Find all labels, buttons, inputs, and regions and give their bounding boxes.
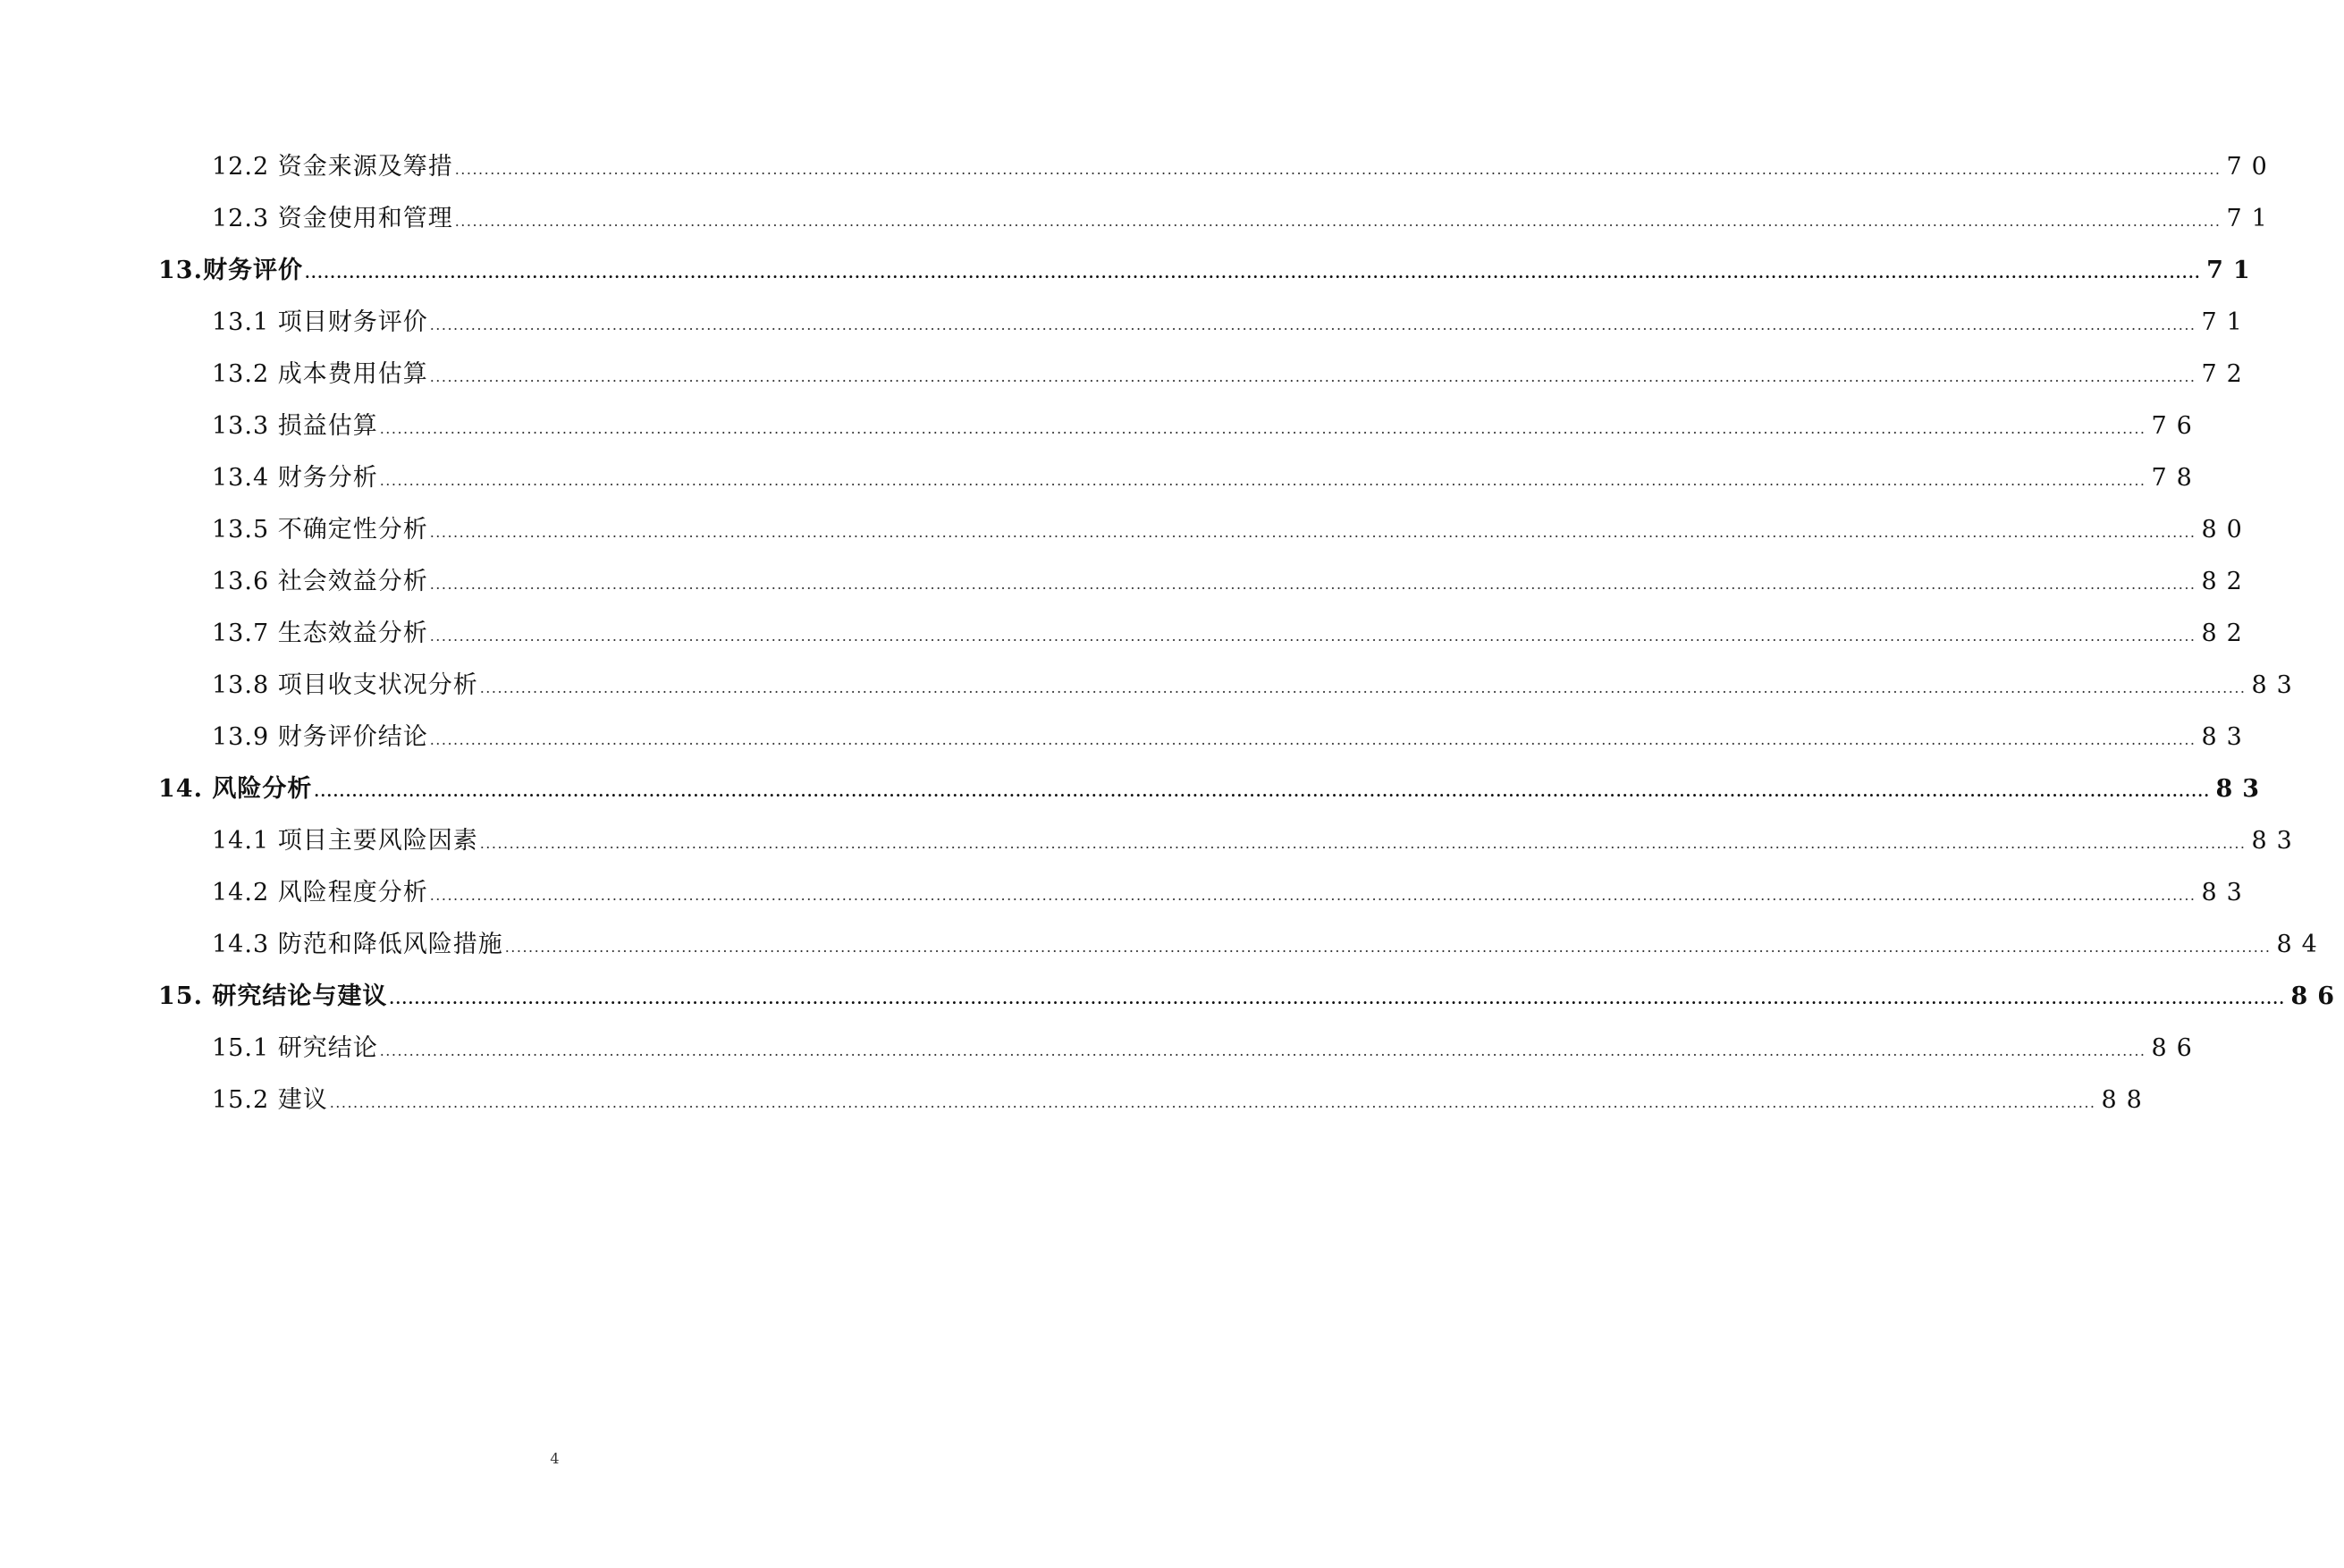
toc-entry-label: 13.4 财务分析 bbox=[212, 464, 378, 492]
toc-entry[interactable] bbox=[212, 454, 2202, 493]
toc-entry[interactable] bbox=[212, 817, 2302, 856]
toc-section-heading[interactable] bbox=[158, 247, 2260, 286]
toc-entry-label: 14.1 项目主要风险因素 bbox=[212, 827, 478, 855]
toc-leader-dots: ............................................................................................................................................................................................................................................................................................................ bbox=[454, 161, 2222, 178]
toc-entry-page: 83 bbox=[2251, 671, 2302, 699]
toc-leader-dots: ............................................................................................................................................................................................................................................................................................................ bbox=[429, 368, 2196, 385]
toc-entry-label: 12.3 资金使用和管理 bbox=[212, 205, 453, 232]
toc-section-heading[interactable] bbox=[158, 765, 2270, 805]
toc-entry-page: 72 bbox=[2201, 360, 2252, 388]
toc-entry-label: 13.7 生态效益分析 bbox=[212, 620, 428, 647]
toc-entry-page: 83 bbox=[2201, 723, 2252, 751]
toc-entry[interactable] bbox=[212, 506, 2252, 545]
toc-entry-label: 13.9 财务评价结论 bbox=[212, 723, 428, 751]
toc-leader-dots: ............................................................................................................................................................................................................................................................................................................ bbox=[379, 1042, 2146, 1059]
toc-entry-label: 15. 研究结论与建议 bbox=[158, 982, 388, 1010]
toc-entry-page: 80 bbox=[2201, 516, 2252, 544]
toc-entry[interactable] bbox=[212, 143, 2277, 182]
toc-section-heading[interactable] bbox=[158, 973, 2344, 1012]
toc-entry-page: 82 bbox=[2201, 568, 2252, 595]
toc-entry-label: 13.3 损益估算 bbox=[212, 412, 378, 440]
toc-entry-page: 71 bbox=[2201, 308, 2252, 336]
toc-leader-dots: ............................................................................................................................................................................................................................................................................................................ bbox=[429, 628, 2196, 645]
toc-leader-dots: ............................................................................................................................................................................................................................................................................................................ bbox=[429, 576, 2196, 593]
toc-entry-page: 71 bbox=[2226, 205, 2277, 232]
page-number: 4 bbox=[550, 1450, 560, 1467]
toc-entry[interactable] bbox=[212, 1024, 2202, 1064]
toc-entry-label: 13.6 社会效益分析 bbox=[212, 568, 428, 595]
toc-entry[interactable] bbox=[212, 402, 2202, 442]
toc-entry-page: 71 bbox=[2206, 257, 2260, 284]
toc-entry[interactable] bbox=[212, 662, 2302, 701]
toc-leader-dots: ............................................................................................................................................................................................................................................................................................................ bbox=[329, 1094, 2096, 1111]
toc-leader-dots: ............................................................................................................................................................................................................................................................................................................ bbox=[429, 316, 2196, 333]
toc-entry[interactable] bbox=[212, 195, 2277, 234]
toc-entry[interactable] bbox=[212, 869, 2252, 908]
toc-entry[interactable] bbox=[212, 713, 2252, 753]
toc-entry-label: 13.2 成本费用估算 bbox=[212, 360, 428, 388]
toc-entry-label: 14. 风险分析 bbox=[158, 775, 313, 803]
toc-entry-page: 82 bbox=[2201, 620, 2252, 647]
toc-entry[interactable] bbox=[212, 921, 2327, 960]
toc-leader-dots: ............................................................................................................................................................................................................................................................................................................ bbox=[429, 887, 2196, 904]
toc-entry[interactable] bbox=[212, 1076, 2152, 1116]
toc-entry-page: 83 bbox=[2215, 775, 2270, 803]
toc-entry-label: 13.财务评价 bbox=[158, 257, 303, 284]
toc-entry-page: 88 bbox=[2101, 1086, 2152, 1114]
toc-entry-page: 78 bbox=[2151, 464, 2202, 492]
toc-leader-dots: ............................................................................................................................................................................................................................................................................................................ bbox=[379, 472, 2146, 489]
toc-leader-dots: ............................................................................................................................................................................................................................................................................................................ bbox=[389, 991, 2286, 1007]
toc-entry-page: 86 bbox=[2151, 1034, 2202, 1062]
toc-entry[interactable] bbox=[212, 350, 2252, 390]
toc-entry-page: 84 bbox=[2276, 931, 2327, 958]
toc-entry-page: 70 bbox=[2226, 153, 2277, 181]
toc-entry-label: 12.2 资金来源及筹措 bbox=[212, 153, 453, 181]
toc-entry-page: 86 bbox=[2290, 982, 2344, 1010]
toc-entry-label: 13.8 项目收支状况分析 bbox=[212, 671, 478, 699]
toc-leader-dots: ............................................................................................................................................................................................................................................................................................................ bbox=[429, 524, 2196, 541]
toc-entry-label: 14.2 风险程度分析 bbox=[212, 879, 428, 906]
toc-leader-dots: ............................................................................................................................................................................................................................................................................................................ bbox=[429, 731, 2196, 748]
toc-entry-label: 15.1 研究结论 bbox=[212, 1034, 378, 1062]
toc-entry-label: 13.5 不确定性分析 bbox=[212, 516, 428, 544]
toc-leader-dots: ............................................................................................................................................................................................................................................................................................................ bbox=[304, 265, 2202, 282]
toc-leader-dots: ............................................................................................................................................................................................................................................................................................................ bbox=[479, 679, 2247, 696]
toc-entry-page: 76 bbox=[2151, 412, 2202, 440]
toc-entry[interactable] bbox=[212, 610, 2252, 649]
toc-leader-dots: ............................................................................................................................................................................................................................................................................................................ bbox=[479, 835, 2247, 852]
toc-leader-dots: ............................................................................................................................................................................................................................................................................................................ bbox=[454, 213, 2222, 230]
toc-leader-dots: ............................................................................................................................................................................................................................................................................................................ bbox=[504, 939, 2272, 956]
toc-leader-dots: ............................................................................................................................................................................................................................................................................................................ bbox=[379, 420, 2146, 437]
toc-entry-page: 83 bbox=[2201, 879, 2252, 906]
toc-entry-label: 15.2 建议 bbox=[212, 1086, 328, 1114]
toc-entry-label: 13.1 项目财务评价 bbox=[212, 308, 428, 336]
toc-entry-label: 14.3 防范和降低风险措施 bbox=[212, 931, 503, 958]
toc-entry[interactable] bbox=[212, 299, 2252, 338]
toc-entry[interactable] bbox=[212, 558, 2252, 597]
toc-leader-dots: ............................................................................................................................................................................................................................................................................................................ bbox=[314, 783, 2211, 800]
toc-entry-page: 83 bbox=[2251, 827, 2302, 855]
